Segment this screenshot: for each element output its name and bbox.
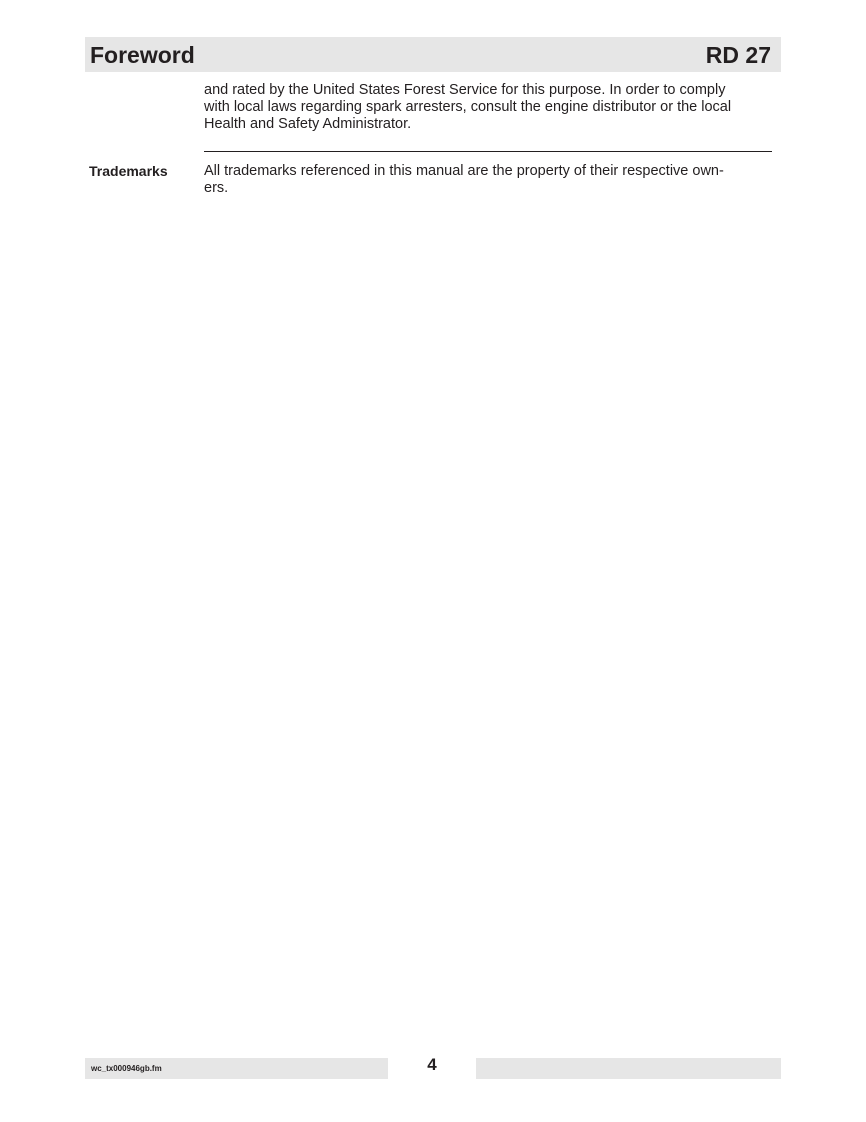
page-header: [85, 37, 781, 72]
footer-right-band: [476, 1058, 781, 1079]
spark-arrester-paragraph: [204, 82, 774, 133]
paragraph-line: Health and Safety Administrator.: [204, 116, 412, 132]
section-title: Foreword: [90, 42, 195, 68]
footer-file-name: wc_tx000946gb.fm: [91, 1064, 162, 1073]
section-divider: [204, 151, 772, 152]
model-label: RD 27: [705, 42, 771, 68]
paragraph-line: and rated by the United States Forest Service for this purpose. In order to comply: [204, 82, 726, 98]
page-number: 4: [427, 1055, 437, 1074]
trademarks-heading: Trademarks: [89, 163, 168, 179]
footer-file-band: [85, 1058, 388, 1079]
paragraph-line: with local laws regarding spark arresters, consult the engine distributor or the local: [204, 99, 732, 115]
paragraph-line: ers.: [204, 180, 229, 196]
trademarks-paragraph: [204, 163, 774, 197]
paragraph-line: All trademarks referenced in this manual are the property of their respective own-: [204, 163, 724, 179]
